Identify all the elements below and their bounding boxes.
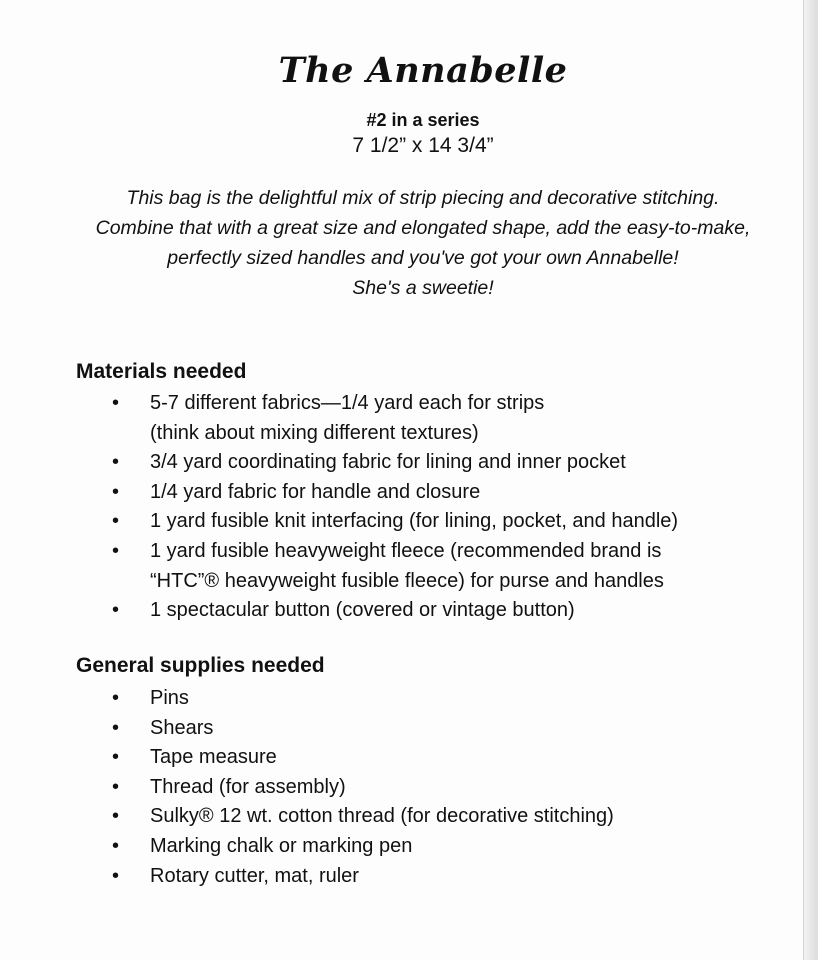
materials-list — [108, 389, 678, 626]
list-item-text: 1 yard fusible knit interfacing (for lining, pocket, and handle) — [150, 510, 679, 533]
list-item-text: 1/4 yard fabric for handle and closure — [150, 480, 481, 503]
bullet-icon: • — [112, 539, 120, 562]
list-item — [108, 743, 614, 773]
list-item-text: 3/4 yard coordinating fabric for lining and inner pocket — [150, 451, 626, 474]
bullet-icon: • — [112, 599, 120, 622]
bullet-icon: • — [112, 480, 120, 503]
list-item-text: Marking chalk or marking pen — [150, 834, 413, 857]
intro-line: Combine that with a great size and elongated shape, add the easy-to-make, — [95, 217, 751, 239]
list-item-text-continued: (think about mixing different textures) — [150, 421, 479, 444]
list-item — [108, 832, 614, 862]
bullet-icon: • — [112, 510, 120, 533]
list-item — [108, 507, 678, 537]
bullet-icon: • — [112, 716, 120, 739]
list-item-text: Pins — [150, 687, 189, 709]
materials-heading: Materials needed — [76, 360, 247, 383]
supplies-heading: General supplies needed — [76, 654, 325, 677]
list-item-text: 5-7 different fabrics—1/4 yard each for strips — [150, 392, 545, 414]
list-item-text: 1 yard fusible heavyweight fleece (recommended brand is — [150, 539, 662, 562]
bullet-icon: • — [112, 864, 120, 887]
list-item-text: 1 spectacular button (covered or vintage button) — [150, 599, 575, 622]
bullet-icon: • — [112, 451, 120, 474]
list-item-text: Rotary cutter, mat, ruler — [150, 864, 359, 887]
supplies-list — [108, 684, 614, 891]
bullet-icon: • — [112, 834, 120, 857]
list-item — [108, 448, 678, 478]
list-item-text: Sulky® 12 wt. cotton thread (for decorative stitching) — [150, 805, 614, 828]
page-title: The Annabelle — [278, 50, 568, 91]
list-item — [108, 478, 678, 508]
list-item — [108, 684, 614, 714]
bullet-icon: • — [112, 775, 120, 798]
list-item — [108, 862, 614, 892]
intro-line: This bag is the delightful mix of strip piecing and decorative stitching. — [126, 187, 720, 209]
list-item — [108, 714, 614, 744]
list-item-text-continued: “HTC”® heavyweight fusible fleece) for purse and handles — [150, 569, 664, 592]
list-item-text: Thread (for assembly) — [150, 775, 346, 798]
list-item — [108, 802, 614, 832]
bullet-icon: • — [112, 746, 120, 769]
list-item — [108, 537, 678, 596]
intro-line: She's a sweetie! — [352, 277, 494, 299]
list-item — [108, 773, 614, 803]
bullet-icon: • — [112, 392, 120, 414]
bullet-icon: • — [112, 805, 120, 828]
intro-paragraph — [40, 183, 806, 303]
list-item-text: Shears — [150, 716, 214, 739]
intro-line: perfectly sized handles and you've got your own Annabelle! — [167, 247, 679, 269]
list-item — [108, 389, 678, 448]
bag-dimensions: 7 1/2” x 14 3/4” — [352, 134, 494, 157]
bullet-icon: • — [112, 687, 120, 709]
series-label: #2 in a series — [366, 110, 480, 130]
list-item — [108, 596, 678, 626]
list-item-text: Tape measure — [150, 746, 277, 769]
